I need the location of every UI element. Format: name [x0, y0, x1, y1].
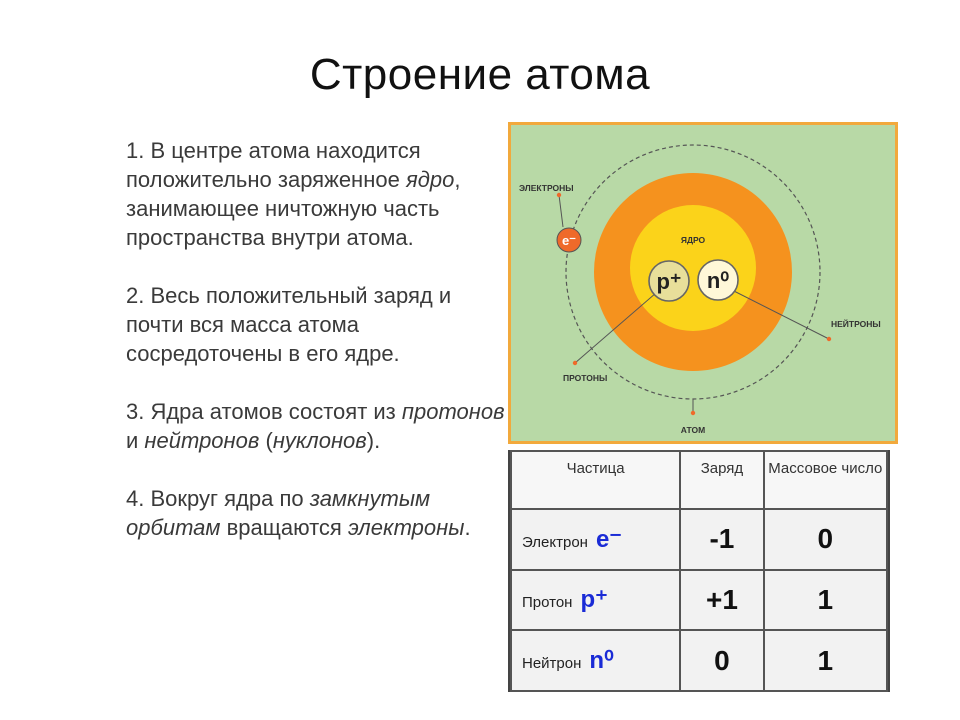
point-item [126, 484, 506, 542]
point-text: 2. Весь положительный заряд и почти вся масса атома сосредоточены в его ядре. [126, 283, 452, 366]
particle-name: Электрон [522, 533, 588, 551]
page-title: Строение атома [309, 50, 651, 99]
table-row [511, 630, 887, 691]
charge-cell: -1 [680, 509, 763, 570]
charge-cell: 0 [680, 630, 763, 691]
electrons-leader [559, 195, 563, 227]
point-emphasis: электроны [347, 515, 465, 540]
header-mass: Массовое число [764, 451, 887, 509]
point-item [126, 281, 506, 368]
mass-cell: 1 [764, 570, 887, 631]
neutrons-leader-dot [827, 337, 831, 341]
particle-name: Нейтрон [522, 655, 582, 673]
label-electrons: ЭЛЕКТРОНЫ [519, 183, 574, 193]
point-text: 3. Ядра атомов состоят из [126, 399, 402, 424]
particle-name-cell [511, 509, 680, 570]
points-list [126, 136, 506, 542]
neutron-symbol: n⁰ [706, 268, 730, 293]
proton-symbol: p⁺ [656, 269, 682, 294]
particle-symbol: n⁰ [589, 647, 614, 675]
header-particle: Частица [511, 451, 680, 509]
mass-cell: 1 [764, 630, 887, 691]
atom-diagram [508, 122, 898, 444]
table-header-row [511, 451, 887, 509]
point-text: , занимающее ничтожную часть пространства внутри атома. [126, 167, 461, 250]
atom-leader-dot [691, 411, 695, 415]
point-text: ). [366, 428, 381, 453]
label-atom: АТОМ [680, 425, 706, 435]
electrons-leader-dot [557, 193, 561, 197]
point-text: 1. В центре атома находится положительно заряженное [126, 138, 421, 192]
point-text: вращаются [220, 515, 348, 540]
point-text: 4. Вокруг ядра по [126, 486, 310, 511]
point-emphasis: ядро [405, 167, 455, 192]
electron-symbol: e⁻ [561, 233, 577, 248]
nucleus-circle [630, 205, 756, 331]
particle-name-cell [511, 570, 680, 631]
point-text: . [464, 515, 471, 540]
charge-cell: +1 [680, 570, 763, 631]
mass-cell: 0 [764, 509, 887, 570]
point-item [126, 136, 506, 252]
label-neutrons: НЕЙТРОНЫ [831, 319, 881, 329]
point-emphasis: протонов [401, 399, 505, 424]
table-row [511, 509, 887, 570]
header-charge: Заряд [680, 451, 763, 509]
protons-leader-dot [573, 361, 577, 365]
particle-table [510, 450, 888, 692]
point-item [126, 397, 506, 455]
particle-table-wrap [508, 450, 890, 692]
point-text: ( [259, 428, 273, 453]
label-nucleus: ЯДРО [680, 235, 706, 245]
table-row [511, 570, 887, 631]
particle-name-cell [511, 630, 680, 691]
particle-symbol: p⁺ [580, 586, 608, 614]
particle-name: Протон [522, 594, 573, 612]
point-emphasis: замкнутым орбитам [126, 486, 431, 540]
label-protons: ПРОТОНЫ [563, 373, 608, 383]
particle-symbol: e⁻ [595, 525, 622, 553]
point-text: и [126, 428, 145, 453]
point-emphasis: нуклонов [272, 428, 367, 453]
atom-svg [511, 125, 895, 441]
point-emphasis: нейтронов [144, 428, 260, 453]
